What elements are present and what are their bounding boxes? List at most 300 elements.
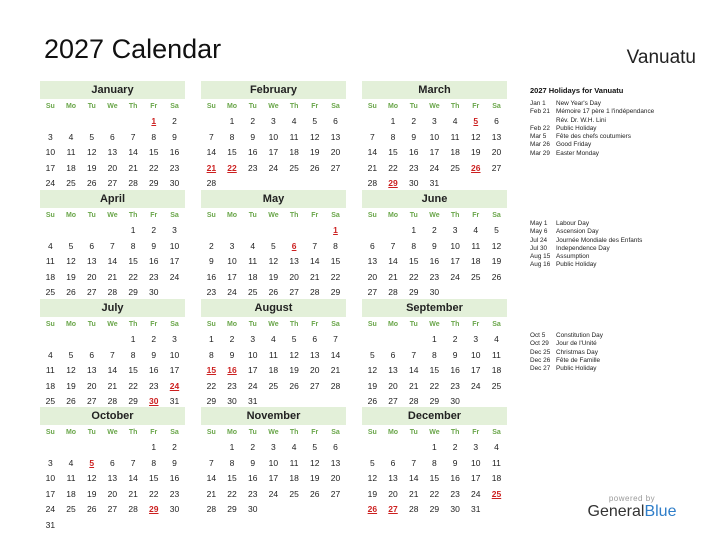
- month-july: [40, 299, 185, 410]
- day-cell: 27: [491, 162, 502, 173]
- empty-day-cell: [242, 223, 263, 239]
- month-january: [40, 81, 185, 208]
- day-cell: 13: [491, 131, 502, 142]
- day-cell: 3: [229, 240, 235, 251]
- day-cell: 2: [452, 334, 458, 344]
- weekday-label: Sa: [170, 103, 179, 110]
- weekday-label: Tu: [409, 103, 418, 110]
- day-cell: 16: [169, 147, 180, 158]
- weekday-header: [40, 425, 185, 440]
- weekday-label: Mo: [387, 321, 399, 328]
- powered-by-text: powered by: [608, 494, 656, 503]
- holiday-date: Mar 29: [530, 149, 550, 157]
- weekday-label: Fr: [150, 321, 158, 328]
- day-cell: 9: [452, 349, 458, 360]
- day-cell: 14: [408, 365, 419, 376]
- day-cell: 27: [367, 287, 378, 298]
- weekday-header: [362, 317, 507, 332]
- day-cell: 3: [432, 116, 437, 126]
- day-cell: 24: [450, 271, 460, 282]
- day-cell: 19: [66, 271, 76, 282]
- day-cell: 26: [367, 396, 378, 407]
- day-cell: 28: [310, 287, 320, 298]
- holiday-name: Fête de Famille: [556, 356, 601, 364]
- weekday-label: Th: [289, 212, 299, 219]
- holiday-item: [530, 150, 710, 158]
- empty-day-cell: [383, 332, 404, 348]
- day-cell: 8: [411, 240, 417, 251]
- day-cell: 18: [471, 256, 481, 267]
- country-name: Vanuatu: [626, 47, 696, 68]
- day-cell: 30: [450, 504, 460, 515]
- day-cell: 18: [491, 365, 502, 376]
- day-cell: 26: [268, 287, 279, 298]
- day-cell: 12: [367, 365, 378, 376]
- day-cell: 17: [45, 162, 56, 173]
- day-cell: 16: [247, 147, 258, 158]
- weekday-header: [40, 208, 185, 223]
- page-title: 2027 Calendar: [44, 34, 222, 64]
- day-cell: 10: [45, 147, 56, 158]
- day-cell: 4: [291, 116, 297, 126]
- holiday-day: 24: [169, 380, 180, 391]
- day-cell: 3: [250, 334, 256, 344]
- week-row: [362, 332, 507, 348]
- day-cell: 21: [128, 162, 138, 173]
- holiday-item: [530, 117, 710, 125]
- weekday-label: Fr: [150, 103, 158, 110]
- empty-day-cell: [263, 502, 284, 518]
- day-cell: 19: [310, 147, 320, 158]
- day-cell: 25: [247, 287, 258, 298]
- month-name: July: [40, 299, 185, 317]
- week-row: [362, 254, 507, 270]
- day-cell: 23: [408, 162, 419, 173]
- day-cell: 6: [89, 240, 95, 251]
- weekday-label: Mo: [226, 103, 238, 110]
- month-august: [201, 299, 346, 410]
- day-cell: 28: [128, 504, 138, 515]
- day-cell: 6: [110, 131, 115, 142]
- day-cell: 8: [151, 457, 157, 468]
- day-cell: 13: [330, 131, 341, 142]
- weekday-label: Tu: [409, 321, 418, 328]
- day-cell: 9: [172, 131, 177, 142]
- day-cell: 12: [86, 473, 97, 484]
- day-cell: 16: [450, 365, 460, 376]
- holiday-date: Jul 24: [530, 236, 548, 244]
- day-cell: 10: [45, 473, 56, 484]
- day-cell: 15: [149, 147, 159, 158]
- day-cell: 31: [429, 178, 440, 189]
- day-cell: 27: [107, 504, 118, 515]
- day-cell: 13: [310, 349, 320, 360]
- holiday-date: Mar 5: [530, 133, 547, 141]
- weekday-label: Th: [128, 103, 138, 110]
- weekday-label: Fr: [311, 321, 319, 328]
- week-row: [40, 471, 185, 487]
- weekday-label: We: [107, 429, 118, 436]
- day-cell: 28: [107, 396, 118, 407]
- day-cell: 17: [45, 488, 56, 499]
- day-cell: 3: [271, 116, 276, 126]
- month-name: May: [201, 190, 346, 208]
- weekday-label: Sa: [331, 321, 340, 328]
- day-cell: 7: [110, 240, 115, 251]
- day-cell: 27: [289, 287, 299, 298]
- day-cell: 23: [169, 162, 180, 173]
- day-cell: 7: [333, 334, 338, 344]
- holiday-date: May 6: [530, 228, 548, 236]
- day-cell: 20: [289, 271, 299, 282]
- day-cell: 26: [86, 178, 97, 189]
- weekday-label: Fr: [311, 429, 319, 436]
- day-cell: 20: [86, 380, 97, 391]
- empty-day-cell: [362, 114, 383, 130]
- holiday-name: Easter Monday: [556, 149, 599, 157]
- empty-day-cell: [164, 518, 185, 534]
- day-cell: 28: [206, 504, 217, 515]
- weekday-label: Th: [128, 212, 138, 219]
- holiday-item: [530, 253, 710, 261]
- week-row: [40, 270, 185, 286]
- day-cell: 6: [312, 334, 318, 344]
- week-row: [40, 440, 185, 456]
- day-cell: 12: [310, 131, 320, 142]
- holiday-name: Public Holiday: [556, 365, 597, 373]
- day-cell: 3: [271, 442, 276, 452]
- weekday-label: Mo: [387, 429, 399, 436]
- day-cell: 12: [491, 240, 502, 251]
- day-cell: 6: [110, 457, 115, 468]
- day-cell: 6: [369, 240, 375, 251]
- weekday-header: [362, 425, 507, 440]
- week-row: [40, 145, 185, 161]
- holiday-date: Aug 16: [530, 261, 551, 269]
- day-cell: 7: [110, 349, 115, 360]
- weekday-label: Su: [45, 429, 55, 436]
- day-cell: 17: [169, 256, 180, 267]
- empty-day-cell: [403, 440, 424, 456]
- empty-day-cell: [40, 332, 61, 348]
- day-cell: 12: [367, 473, 378, 484]
- day-cell: 3: [47, 131, 53, 142]
- weekday-label: Sa: [331, 429, 340, 436]
- weekday-label: Mo: [65, 212, 77, 219]
- day-cell: 12: [471, 131, 481, 142]
- weekday-label: Sa: [170, 321, 179, 328]
- day-cell: 13: [388, 473, 398, 484]
- day-cell: 16: [429, 256, 440, 267]
- day-cell: 25: [66, 178, 76, 189]
- week-row: [40, 161, 185, 177]
- weekday-label: Fr: [311, 103, 319, 110]
- day-cell: 13: [107, 473, 118, 484]
- day-cell: 20: [388, 488, 398, 499]
- holiday-name: Mémoire 17 père 1 l'indépendance: [556, 108, 655, 116]
- day-cell: 8: [130, 349, 136, 360]
- day-cell: 5: [68, 240, 74, 251]
- weekday-label: Fr: [472, 429, 480, 436]
- weekday-label: Tu: [87, 103, 96, 110]
- day-cell: 4: [494, 334, 499, 344]
- holiday-group: [530, 332, 710, 373]
- week-row: [40, 114, 185, 130]
- day-cell: 30: [227, 396, 237, 407]
- day-cell: 6: [390, 349, 396, 360]
- month-april: [40, 190, 185, 301]
- day-cell: 5: [271, 240, 276, 251]
- day-cell: 20: [330, 147, 341, 158]
- day-cell: 18: [45, 380, 56, 391]
- day-cell: 8: [151, 131, 157, 142]
- week-row: [201, 348, 346, 364]
- day-cell: 16: [408, 147, 419, 158]
- month-name: June: [362, 190, 507, 208]
- empty-day-cell: [201, 440, 222, 456]
- weekday-label: Fr: [472, 212, 480, 219]
- day-cell: 22: [330, 271, 341, 282]
- day-cell: 27: [330, 488, 341, 499]
- day-cell: 2: [208, 240, 214, 251]
- day-cell: 5: [291, 334, 297, 344]
- week-row: [362, 161, 507, 177]
- day-cell: 29: [429, 504, 440, 515]
- day-cell: 6: [390, 457, 396, 468]
- day-cell: 30: [408, 178, 419, 189]
- week-row: [40, 487, 185, 503]
- day-cell: 23: [149, 271, 159, 282]
- day-cell: 28: [330, 380, 341, 391]
- week-row: [40, 130, 185, 146]
- weekday-label: Tu: [248, 321, 257, 328]
- day-cell: 18: [268, 365, 279, 376]
- weekday-label: Mo: [226, 321, 238, 328]
- week-row: [362, 223, 507, 239]
- day-cell: 15: [388, 147, 398, 158]
- day-cell: 25: [45, 287, 56, 298]
- holiday-name: Journée Mondiale des Enfants: [556, 236, 643, 244]
- day-cell: 19: [86, 162, 97, 173]
- day-cell: 9: [452, 457, 458, 468]
- month-name: March: [362, 81, 507, 99]
- holiday-name: Good Friday: [556, 141, 592, 149]
- day-cell: 3: [172, 225, 177, 235]
- day-cell: 10: [169, 240, 180, 251]
- empty-day-cell: [143, 518, 164, 534]
- day-cell: 14: [388, 256, 398, 267]
- day-cell: 14: [206, 147, 217, 158]
- weekday-header: [40, 99, 185, 114]
- day-cell: 1: [151, 442, 157, 452]
- day-cell: 23: [169, 488, 180, 499]
- week-row: [201, 223, 346, 239]
- day-cell: 22: [149, 488, 159, 499]
- holiday-group: [530, 100, 710, 158]
- holidays-title: 2027 Holidays for Vanuatu: [530, 86, 624, 95]
- day-cell: 21: [107, 271, 118, 282]
- day-cell: 30: [169, 504, 180, 515]
- day-cell: 21: [330, 365, 341, 376]
- day-cell: 13: [86, 365, 97, 376]
- empty-day-cell: [403, 332, 424, 348]
- day-cell: 15: [128, 256, 138, 267]
- weekday-label: Tu: [87, 429, 96, 436]
- day-cell: 9: [250, 457, 256, 468]
- empty-day-cell: [486, 502, 507, 518]
- weekday-label: Su: [367, 212, 377, 219]
- day-cell: 1: [390, 116, 396, 126]
- day-cell: 7: [312, 240, 318, 251]
- day-cell: 29: [429, 396, 440, 407]
- holiday-day: 29: [149, 504, 159, 515]
- day-cell: 16: [169, 473, 180, 484]
- holiday-name: Christmas Day: [556, 348, 598, 356]
- day-cell: 7: [369, 131, 375, 142]
- weekday-label: Sa: [331, 103, 340, 110]
- day-cell: 21: [408, 380, 419, 391]
- day-cell: 24: [45, 504, 56, 515]
- weekday-label: Su: [206, 321, 216, 328]
- day-cell: 1: [432, 442, 437, 452]
- day-cell: 25: [268, 380, 279, 391]
- day-cell: 10: [247, 349, 258, 360]
- day-cell: 23: [149, 380, 159, 391]
- weekday-label: Su: [367, 103, 377, 110]
- week-row: [362, 363, 507, 379]
- week-row: [40, 239, 185, 255]
- holiday-name: New Year's Day: [556, 100, 601, 107]
- weekday-label: Mo: [226, 212, 238, 219]
- empty-day-cell: [123, 114, 144, 130]
- day-cell: 29: [408, 287, 419, 298]
- day-cell: 23: [429, 271, 440, 282]
- weekday-label: Th: [128, 321, 138, 328]
- weekday-label: Su: [206, 103, 216, 110]
- day-cell: 4: [271, 334, 276, 344]
- holiday-name: Ascension Day: [556, 228, 599, 236]
- day-cell: 16: [450, 473, 460, 484]
- week-row: [201, 456, 346, 472]
- day-cell: 24: [247, 380, 258, 391]
- holiday-day: 5: [89, 457, 95, 468]
- holiday-group: [530, 220, 710, 270]
- day-cell: 31: [45, 519, 56, 530]
- day-cell: 7: [208, 457, 214, 468]
- day-cell: 23: [450, 488, 460, 499]
- week-row: [362, 487, 507, 503]
- day-cell: 24: [268, 162, 279, 173]
- day-cell: 29: [149, 178, 159, 189]
- day-cell: 19: [367, 380, 378, 391]
- day-cell: 9: [151, 349, 157, 360]
- day-cell: 11: [268, 349, 278, 360]
- month-name: August: [201, 299, 346, 317]
- day-cell: 9: [151, 240, 157, 251]
- day-cell: 1: [411, 225, 417, 235]
- day-cell: 20: [388, 380, 398, 391]
- day-cell: 10: [429, 131, 440, 142]
- day-cell: 10: [268, 131, 279, 142]
- holiday-day: 5: [473, 116, 479, 126]
- weekday-label: Fr: [472, 103, 480, 110]
- day-cell: 13: [289, 256, 299, 267]
- day-cell: 10: [471, 457, 481, 468]
- holiday-name: Assumption: [556, 253, 590, 261]
- holiday-date: Feb 22: [530, 124, 550, 132]
- empty-day-cell: [304, 223, 325, 239]
- empty-day-cell: [81, 518, 102, 534]
- empty-day-cell: [222, 223, 243, 239]
- empty-day-cell: [40, 223, 61, 239]
- day-cell: 2: [151, 225, 157, 235]
- holiday-day: 27: [388, 504, 398, 515]
- day-cell: 12: [86, 147, 97, 158]
- month-november: [201, 407, 346, 518]
- day-cell: 22: [227, 488, 237, 499]
- weekday-label: We: [268, 103, 279, 110]
- empty-day-cell: [362, 223, 383, 239]
- month-name: November: [201, 407, 346, 425]
- holiday-item: [530, 133, 710, 141]
- day-cell: 3: [452, 225, 458, 235]
- weekday-label: Mo: [387, 103, 399, 110]
- day-cell: 25: [471, 271, 481, 282]
- day-cell: 24: [45, 178, 56, 189]
- day-cell: 13: [107, 147, 118, 158]
- week-row: [201, 270, 346, 286]
- holiday-day: 29: [388, 178, 398, 189]
- holiday-name: Public Holiday: [556, 261, 597, 269]
- weekday-label: Su: [367, 321, 377, 328]
- day-cell: 20: [107, 162, 118, 173]
- holiday-date: Jul 30: [530, 244, 548, 252]
- day-cell: 5: [369, 457, 375, 468]
- day-cell: 21: [128, 488, 138, 499]
- day-cell: 11: [289, 457, 299, 468]
- day-cell: 28: [128, 178, 138, 189]
- day-cell: 14: [330, 349, 341, 360]
- day-cell: 15: [408, 256, 419, 267]
- holiday-item: [530, 261, 710, 269]
- week-row: [362, 270, 507, 286]
- holiday-date: Dec 25: [530, 348, 551, 356]
- holiday-name: Labour Day: [556, 220, 590, 227]
- day-cell: 4: [47, 240, 53, 251]
- holiday-date: Feb 21: [530, 108, 550, 116]
- week-row: [40, 223, 185, 239]
- day-cell: 26: [491, 271, 502, 282]
- day-cell: 12: [66, 365, 76, 376]
- holiday-item: [530, 349, 710, 357]
- day-cell: 18: [66, 162, 76, 173]
- empty-day-cell: [40, 440, 61, 456]
- holiday-day: 30: [149, 396, 159, 407]
- day-cell: 18: [247, 271, 258, 282]
- day-cell: 20: [491, 147, 502, 158]
- empty-day-cell: [383, 440, 404, 456]
- weekday-header: [362, 208, 507, 223]
- day-cell: 22: [408, 271, 419, 282]
- holiday-day: 6: [291, 240, 297, 251]
- month-december: [362, 407, 507, 518]
- week-row: [201, 487, 346, 503]
- weekday-label: Mo: [65, 103, 77, 110]
- month-september: [362, 299, 507, 410]
- empty-day-cell: [81, 223, 102, 239]
- week-row: [40, 379, 185, 395]
- day-cell: 7: [411, 349, 417, 360]
